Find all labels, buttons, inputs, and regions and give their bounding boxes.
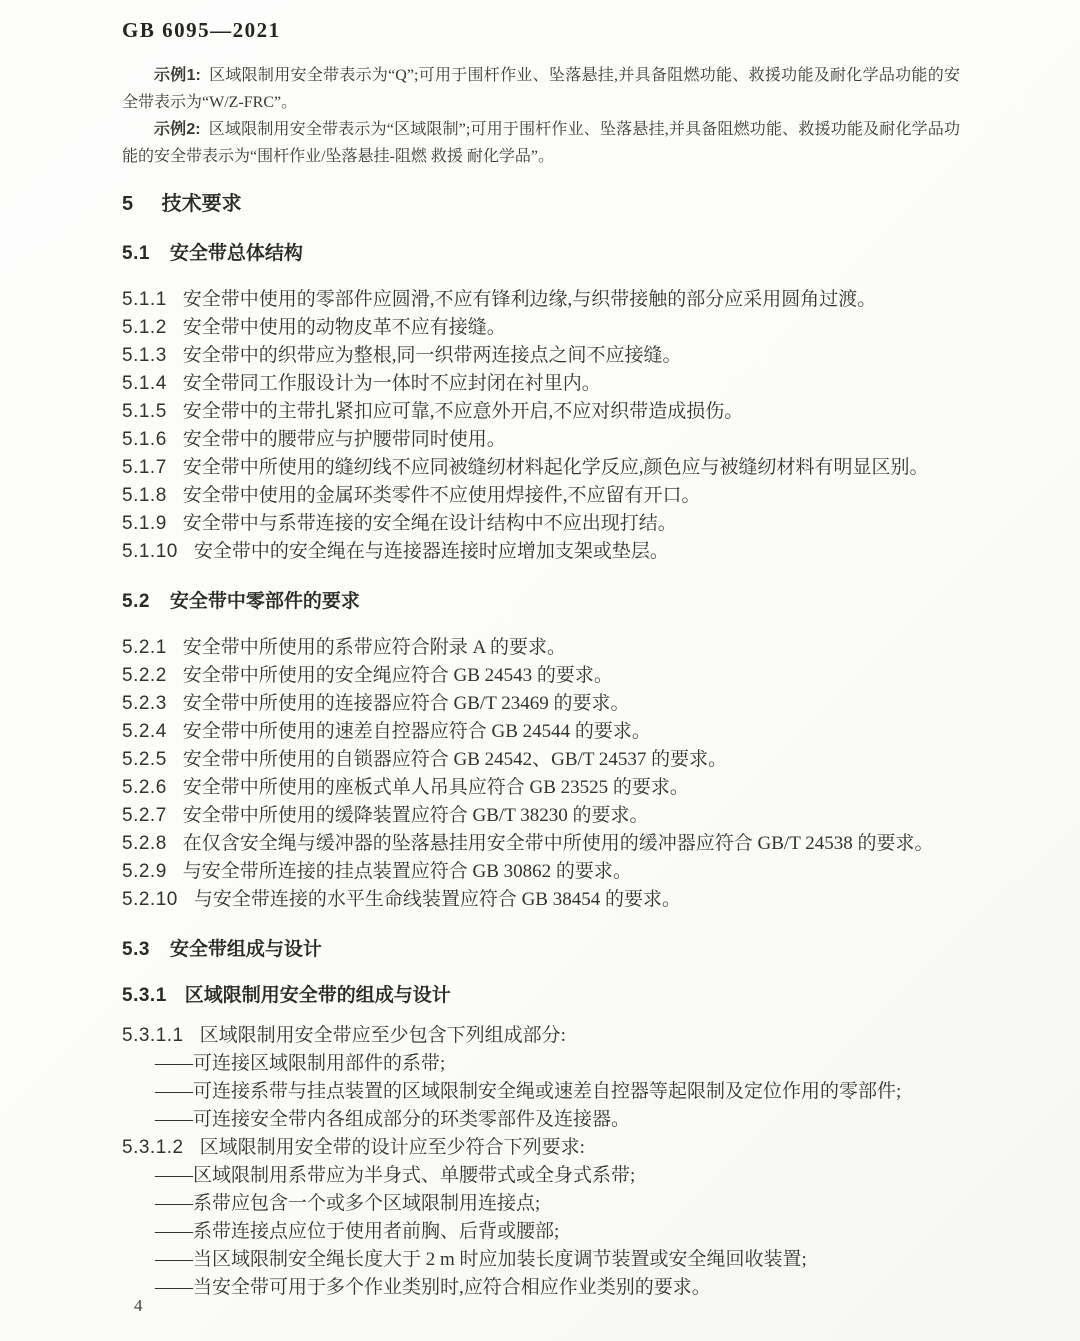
example-1 xyxy=(122,62,960,116)
example-2 xyxy=(122,116,960,170)
clause-number: 5.1.8 xyxy=(122,485,167,506)
clause-5.1.2 xyxy=(122,314,960,342)
clause-5.2.5 xyxy=(122,746,960,774)
clause-5.1.3 xyxy=(122,342,960,370)
text: 安全带中所使用的安全绳应符合 GB 24543 的要求。 xyxy=(182,665,613,686)
text: 区域限制用安全带表示为“Q”;可用于围杆作业、坠落悬挂,并具备阻燃功能、救援功能及耐化学品功能的安全带表示为“W/Z-FRC”。 xyxy=(122,67,960,111)
clause-5.1.6 xyxy=(122,426,960,454)
example-label: 示例1: xyxy=(154,67,201,84)
dash-item xyxy=(122,1246,960,1274)
document-body xyxy=(122,62,960,1302)
heading-5 xyxy=(122,190,960,218)
clause-5.1.5 xyxy=(122,398,960,426)
clause-number: 5.1.10 xyxy=(122,541,178,562)
text: 区域限制用安全带的设计应至少符合下列要求: xyxy=(199,1137,585,1158)
clause-5.1.9 xyxy=(122,510,960,538)
clause-number: 5.2.2 xyxy=(122,665,167,686)
text: 安全带中的安全绳在与连接器连接时应增加支架或垫层。 xyxy=(193,541,669,562)
clause-number: 5.1.6 xyxy=(122,429,167,450)
dash-item xyxy=(122,1050,960,1078)
text: 安全带中所使用的连接器应符合 GB/T 23469 的要求。 xyxy=(182,693,630,714)
example-label: 示例2: xyxy=(154,121,201,138)
text: 与安全带所连接的挂点装置应符合 GB 30862 的要求。 xyxy=(182,861,632,882)
dash-item xyxy=(122,1162,960,1190)
clause-5.2.3 xyxy=(122,690,960,718)
clause-number: 5.1.7 xyxy=(122,457,167,478)
text: 安全带中所使用的系带应符合附录 A 的要求。 xyxy=(182,637,566,658)
text: 安全带中使用的动物皮革不应有接缝。 xyxy=(182,317,506,338)
text: 区域限制用安全带表示为“区域限制”;可用于围杆作业、坠落悬挂,并具备阻燃功能、救援功能及耐化学品功能的安全带表示为“围杆作业/坠落悬挂-阻燃 救援 耐化学品”。 xyxy=(122,121,960,165)
dash-item xyxy=(122,1078,960,1106)
clause-5.1.7 xyxy=(122,454,960,482)
text: 安全带中所使用的缝纫线不应同被缝纫材料起化学反应,颜色应与被缝纫材料有明显区别。 xyxy=(182,457,929,478)
clause-5.2.1 xyxy=(122,634,960,662)
standard-code: GB 6095—2021 xyxy=(122,18,281,42)
clause-number: 5.1.4 xyxy=(122,373,167,394)
clause-number: 5.2.10 xyxy=(122,889,178,910)
text: 安全带同工作服设计为一体时不应封闭在衬里内。 xyxy=(182,373,601,394)
text: ——当安全带可用于多个作业类别时,应符合相应作业类别的要求。 xyxy=(155,1277,711,1298)
text: ——可连接安全带内各组成部分的环类零部件及连接器。 xyxy=(155,1109,631,1130)
clause-number: 5.1.5 xyxy=(122,401,167,422)
clause-5.2.9 xyxy=(122,858,960,886)
clause-5.2.10 xyxy=(122,886,960,914)
clause-number: 5.1.3 xyxy=(122,345,167,366)
clause-number: 5.3.1.1 xyxy=(122,1025,184,1046)
text: 安全带中的腰带应与护腰带同时使用。 xyxy=(182,429,506,450)
text: 安全带中与系带连接的安全绳在设计结构中不应出现打结。 xyxy=(182,513,677,534)
clause-number: 5.1.9 xyxy=(122,513,167,534)
clause-number: 5.2.9 xyxy=(122,861,167,882)
text: 安全带总体结构 xyxy=(169,243,303,264)
text: 区域限制用安全带的组成与设计 xyxy=(184,985,451,1006)
clause-5.1.10 xyxy=(122,538,960,566)
heading-5.2 xyxy=(122,588,960,616)
text: 技术要求 xyxy=(161,193,242,215)
clause-5.1.8 xyxy=(122,482,960,510)
text: 安全带中零部件的要求 xyxy=(169,591,360,612)
text: ——系带应包含一个或多个区域限制用连接点; xyxy=(155,1193,541,1214)
text: 安全带中的主带扎紧扣应可靠,不应意外开启,不应对织带造成损伤。 xyxy=(182,401,744,422)
text: 安全带中所使用的座板式单人吊具应符合 GB 23525 的要求。 xyxy=(182,777,689,798)
clause-number: 5.2.1 xyxy=(122,637,167,658)
dash-item xyxy=(122,1106,960,1134)
clause-number: 5.1 xyxy=(122,243,150,264)
clause-5.1.1 xyxy=(122,286,960,314)
text: 在仅含安全绳与缓冲器的坠落悬挂用安全带中所使用的缓冲器应符合 GB/T 24538 的要求。 xyxy=(182,833,934,854)
page-number: 4 xyxy=(134,1296,143,1315)
clause-5.2.7 xyxy=(122,802,960,830)
clause-number: 5.2 xyxy=(122,591,150,612)
text: 安全带组成与设计 xyxy=(169,939,322,960)
clause-number: 5.2.6 xyxy=(122,777,167,798)
heading-5.1 xyxy=(122,240,960,268)
dash-item xyxy=(122,1218,960,1246)
clause-number: 5.2.4 xyxy=(122,721,167,742)
clause-number: 5.2.3 xyxy=(122,693,167,714)
clause-5.1.4 xyxy=(122,370,960,398)
text: ——系带连接点应位于使用者前胸、后背或腰部; xyxy=(155,1221,560,1242)
clause-5.3.1.1 xyxy=(122,1022,960,1050)
heading-5.3.1 xyxy=(122,982,960,1010)
text: 安全带中的织带应为整根,同一织带两连接点之间不应接缝。 xyxy=(182,345,682,366)
text: 与安全带连接的水平生命线装置应符合 GB 38454 的要求。 xyxy=(193,889,681,910)
text: 安全带中使用的零部件应圆滑,不应有锋利边缘,与织带接触的部分应采用圆角过渡。 xyxy=(182,289,877,310)
text: 安全带中所使用的自锁器应符合 GB 24542、GB/T 24537 的要求。 xyxy=(182,749,728,770)
clause-number: 5.2.7 xyxy=(122,805,167,826)
text: ——区域限制用系带应为半身式、单腰带式或全身式系带; xyxy=(155,1165,636,1186)
text: 安全带中所使用的速差自控器应符合 GB 24544 的要求。 xyxy=(182,721,651,742)
clause-number: 5.2.8 xyxy=(122,833,167,854)
clause-number: 5.1.1 xyxy=(122,289,167,310)
clause-5.2.8 xyxy=(122,830,960,858)
clause-number: 5.1.2 xyxy=(122,317,167,338)
dash-item xyxy=(122,1274,960,1302)
clause-number: 5.3.1.2 xyxy=(122,1137,184,1158)
text: ——当区域限制安全绳长度大于 2 m 时应加装长度调节装置或安全绳回收装置; xyxy=(155,1249,807,1270)
clause-number: 5.2.5 xyxy=(122,749,167,770)
clause-5.2.2 xyxy=(122,662,960,690)
clause-5.3.1.2 xyxy=(122,1134,960,1162)
clause-number: 5 xyxy=(122,193,134,215)
clause-5.2.6 xyxy=(122,774,960,802)
text: ——可连接系带与挂点装置的区域限制安全绳或速差自控器等起限制及定位作用的零部件; xyxy=(155,1081,902,1102)
dash-item xyxy=(122,1190,960,1218)
text: 安全带中使用的金属环类零件不应使用焊接件,不应留有开口。 xyxy=(182,485,701,506)
clause-5.2.4 xyxy=(122,718,960,746)
clause-number: 5.3.1 xyxy=(122,985,167,1006)
text: ——可连接区域限制用部件的系带; xyxy=(155,1053,446,1074)
clause-number: 5.3 xyxy=(122,939,150,960)
text: 安全带中所使用的缓降装置应符合 GB/T 38230 的要求。 xyxy=(182,805,649,826)
heading-5.3 xyxy=(122,936,960,964)
text: 区域限制用安全带应至少包含下列组成部分: xyxy=(199,1025,566,1046)
